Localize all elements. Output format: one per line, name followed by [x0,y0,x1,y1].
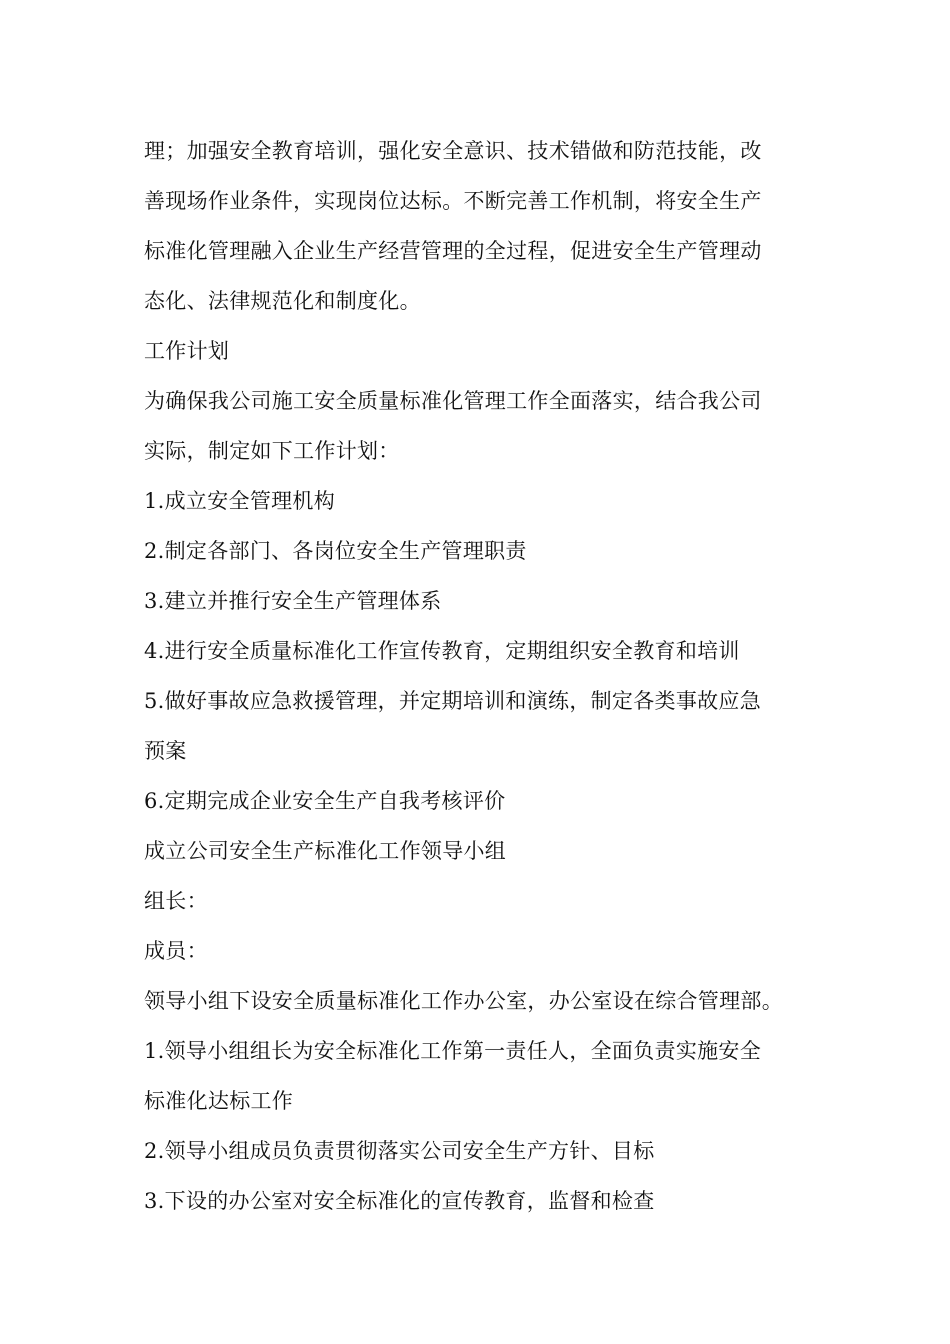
list-item-continuation: 预案 [144,739,187,763]
list-item: 2.制定各部门、各岗位安全生产管理职责 [144,539,527,563]
list-item-continuation: 标准化达标工作 [144,1089,294,1113]
section-heading: 成立公司安全生产标准化工作领导小组 [144,839,507,863]
field-label-members: 成员： [144,939,208,963]
list-item: 3.建立并推行安全生产管理体系 [144,589,442,613]
paragraph-line: 为确保我公司施工安全质量标准化管理工作全面落实，结合我公司 [144,389,762,413]
list-item: 1.成立安全管理机构 [144,489,336,513]
list-item: 5.做好事故应急救援管理，并定期培训和演练，制定各类事故应急 [144,689,762,713]
list-item: 2.领导小组成员负责贯彻落实公司安全生产方针、目标 [144,1139,655,1163]
document-body [144,126,804,1226]
section-heading: 工作计划 [144,339,230,363]
list-item: 3.下设的办公室对安全标准化的宣传教育，监督和检查 [144,1189,655,1213]
list-item: 6.定期完成企业安全生产自我考核评价 [144,789,506,813]
paragraph-line: 标准化管理融入企业生产经营管理的全过程，促进安全生产管理动 [144,239,762,263]
list-item: 1.领导小组组长为安全标准化工作第一责任人，全面负责实施安全 [144,1039,762,1063]
list-item: 4.进行安全质量标准化工作宣传教育，定期组织安全教育和培训 [144,639,740,663]
paragraph-line: 实际，制定如下工作计划： [144,439,400,463]
paragraph-line: 态化、法律规范化和制度化。 [144,289,421,313]
paragraph-line: 理；加强安全教育培训，强化安全意识、技术错做和防范技能，改 [144,139,762,163]
paragraph-line: 善现场作业条件，实现岗位达标。不断完善工作机制，将安全生产 [144,189,762,213]
paragraph-line: 领导小组下设安全质量标准化工作办公室，办公室设在综合管理部。 [144,989,783,1013]
field-label-leader: 组长： [144,889,208,913]
